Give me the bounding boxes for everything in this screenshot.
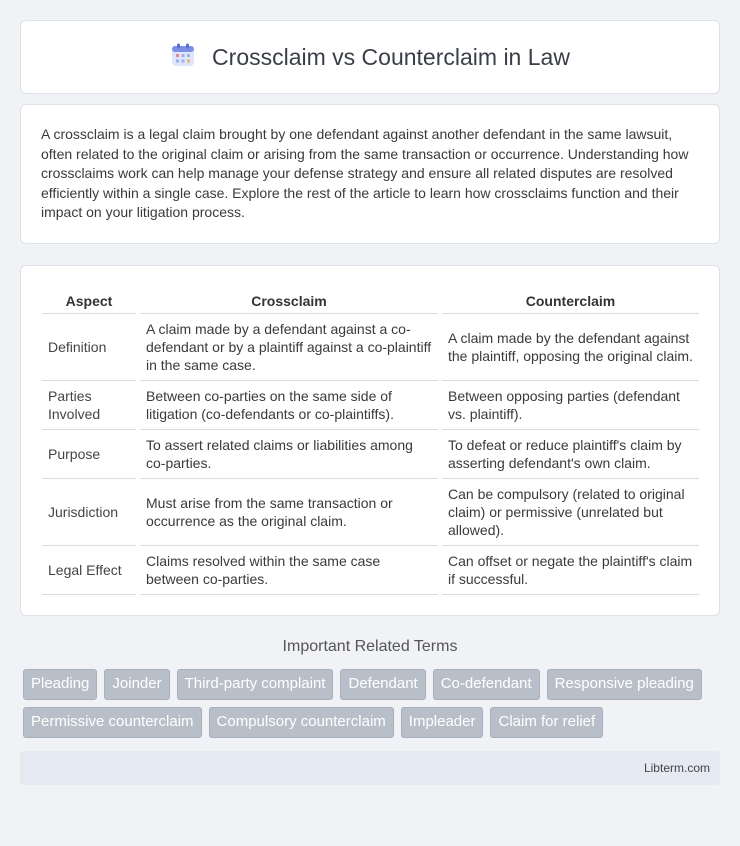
table-row	[42, 478, 699, 545]
related-terms-title: Important Related Terms	[282, 637, 458, 655]
footer-brand-link[interactable]: Libterm.com	[643, 760, 710, 775]
intro-paragraph: A crossclaim is a legal claim brought by one defendant against another defendant in the same lawsuit, often related to the original claim or arising from the same transaction or occurrence. Understanding how crossclaims work can help manage your defense strategy and ensure all related disputes are resolved efficiently within a single case. Explore the rest of the article to learn how crossclaims function and their impact on your litigation process.	[20, 104, 720, 244]
comparison-table-card	[20, 265, 720, 616]
page-header	[20, 20, 720, 94]
table-row	[42, 429, 699, 478]
cell-aspect: Legal Effect	[42, 545, 138, 594]
cell-counterclaim: Between opposing parties (defendant vs. plaintiff).	[440, 380, 699, 429]
header-aspect: Aspect	[42, 286, 138, 314]
cell-counterclaim: Can be compulsory (related to original claim) or permissive (unrelated but allowed).	[440, 478, 699, 545]
cell-crossclaim: Must arise from the same transaction or occurrence as the original claim.	[138, 478, 440, 545]
tag-joinder[interactable]: Joinder	[104, 669, 169, 700]
cell-crossclaim: Between co-parties on the same side of litigation (co-defendants or co-plaintiffs).	[138, 380, 440, 429]
tag-impleader[interactable]: Impleader	[401, 707, 484, 738]
comparison-table	[42, 286, 699, 595]
cell-crossclaim: A claim made by a defendant against a co-defendant or by a plaintiff against a co-plaintiff in the same case.	[138, 313, 440, 380]
tag-defendant[interactable]: Defendant	[340, 669, 425, 700]
tag-permissive-counterclaim[interactable]: Permissive counterclaim	[23, 707, 202, 738]
cell-aspect: Definition	[42, 313, 138, 380]
cell-aspect: Purpose	[42, 429, 138, 478]
tag-co-defendant[interactable]: Co-defendant	[433, 669, 540, 700]
cell-aspect: Jurisdiction	[42, 478, 138, 545]
table-header-row	[42, 286, 699, 314]
header-counterclaim: Counterclaim	[440, 286, 699, 314]
tag-compulsory-counterclaim[interactable]: Compulsory counterclaim	[209, 707, 394, 738]
tag-third-party-complaint[interactable]: Third-party complaint	[177, 669, 334, 700]
cell-counterclaim: To defeat or reduce plaintiff's claim by asserting defendant's own claim.	[440, 429, 699, 478]
cell-crossclaim: Claims resolved within the same case between co-parties.	[138, 545, 440, 594]
table-row	[42, 545, 699, 594]
tag-responsive-pleading[interactable]: Responsive pleading	[547, 669, 702, 700]
cell-crossclaim: To assert related claims or liabilities among co-parties.	[138, 429, 440, 478]
tag-pleading[interactable]: Pleading	[23, 669, 97, 700]
header-crossclaim: Crossclaim	[138, 286, 440, 314]
calendar-icon	[170, 42, 196, 73]
cell-counterclaim: Can offset or negate the plaintiff's claim if successful.	[440, 545, 699, 594]
table-row	[42, 380, 699, 429]
footer	[20, 751, 720, 785]
related-terms-list	[20, 669, 720, 738]
cell-counterclaim: A claim made by the defendant against the plaintiff, opposing the original claim.	[440, 313, 699, 380]
table-row	[42, 313, 699, 380]
tag-claim-for-relief[interactable]: Claim for relief	[490, 707, 603, 738]
cell-aspect: Parties Involved	[42, 380, 138, 429]
page-title: Crossclaim vs Counterclaim in Law	[212, 43, 570, 70]
